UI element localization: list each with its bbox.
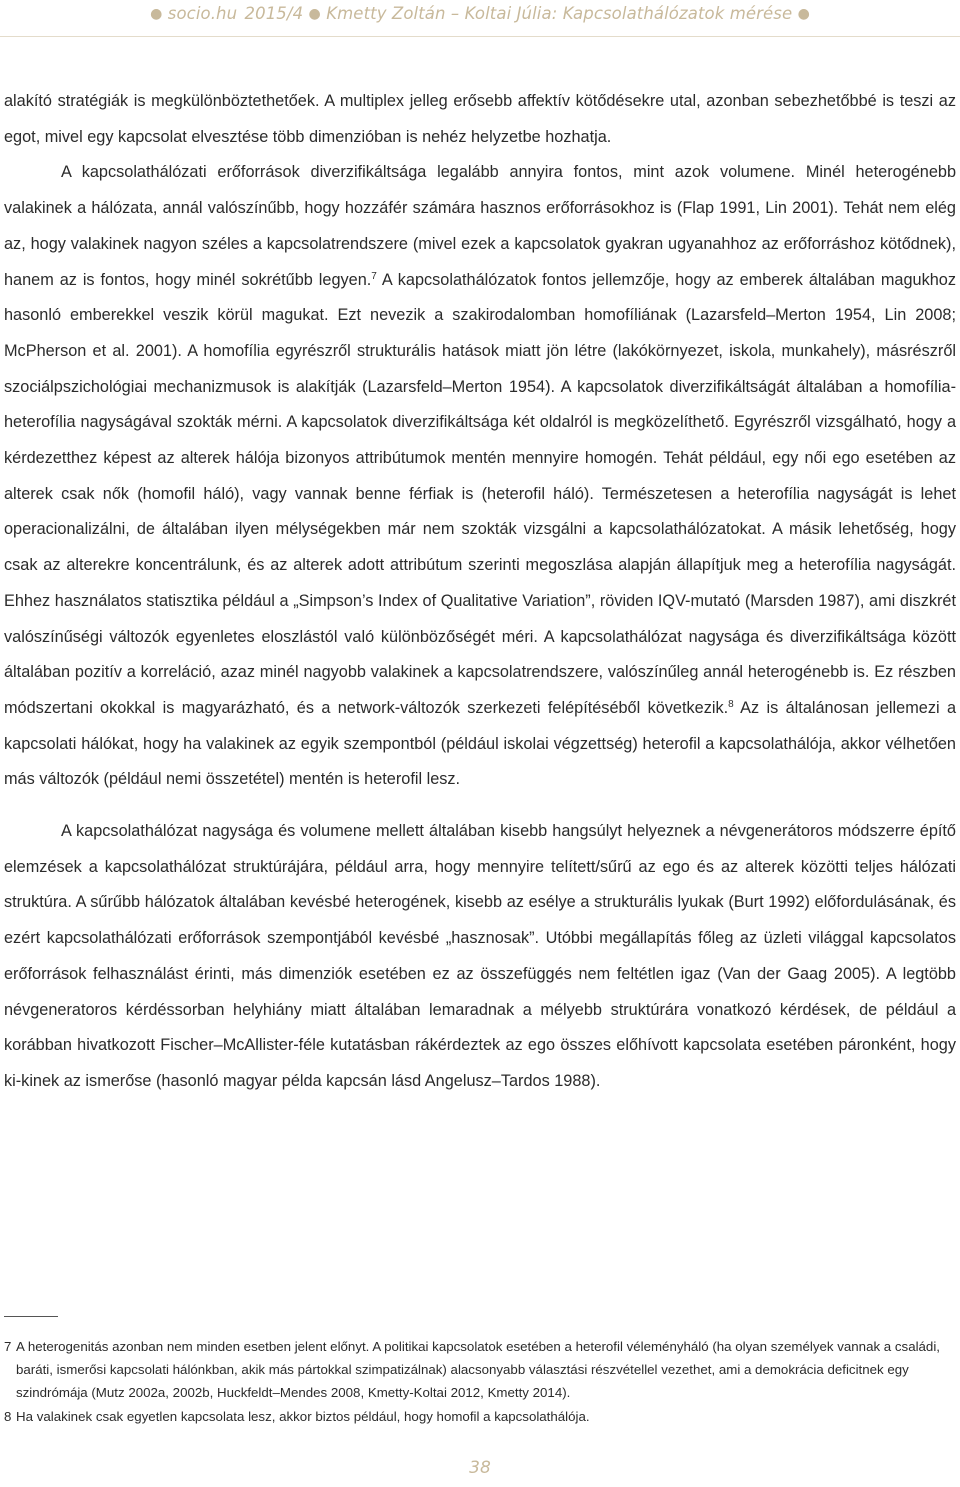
footnote-number: 7 <box>4 1339 12 1354</box>
footnote-text: A heterogenitás azonban nem minden esetben jelent előnyt. A politikai kapcsolatok esetében a heterofil véleményháló (ha olyan személyek vannak a családi, baráti, ismerősi kapcsolati hálónkban, akik más pártokkal szimpatizálnak) alacsonyabb választási részvétellel vezethet, ami a demokrácia deficitnek egy szindrómája (Mutz 2002a, 2002b, Huckfeldt–Mendes 2008, Kmetty-Koltai 2012, Kmetty 2014). <box>16 1339 940 1401</box>
bullet-icon: ● <box>308 6 321 22</box>
paragraph-2 <box>4 155 956 798</box>
header-article: Kmetty Zoltán – Koltai Júlia: Kapcsolathálózatok mérése <box>326 4 793 23</box>
footnote-number: 8 <box>4 1408 12 1424</box>
bullet-icon: ● <box>150 6 163 22</box>
header-divider <box>0 36 960 37</box>
footnote-ref-7[interactable]: 7 <box>371 270 377 282</box>
paragraph-1: alakító stratégiák is megkülönböztethetőek. A multiplex jelleg erősebb affektív kötődésekre utal, azonban sebezhetőbbé is teszi az egot, mivel egy kapcsolat elvesztése több dimenzióban is nehéz helyzetbe hozhatja. <box>4 92 956 146</box>
paragraph-2-part-b: A kapcsolathálózatok fontos jellemzője, hogy az emberek általában magukhoz hasonló emberekkel veszik körül magukat. Ezt nevezik a szakirodalomban homofíliának (Lazarsfeld–Merton 1954, Lin 2008; McPherson et al. 2001). A homofília egyrészről strukturális hatások miatt jön létre (lakókörnyezet, iskola, munkahely), másrészről szociálpszichológiai mechanizmusok is alakítják (Lazarsfeld–Merton 1954). A kapcsolatok diverzifikáltságát általában a homofília-heterofília nagyságával szokták mérni. A kapcsolatok diverzifikáltsága két oldalról is megközelíthető. Egyrészről vizsgálható, hogy a kérdezetthez képest az alterek hálója bizonyos attribútumok mentén mennyire homogén. Tehát például, egy női ego esetében az alterek csak nők (homofil háló), vagy vannak benne férfiak is (heterofil háló). Természetesen a heterofília nagyságát is lehet operacionalizálni, de általában ilyen mélységekben már nem szokták vizsgálni a kapcsolathálózatokat. A másik lehetőség, hogy csak az alterekre koncentrálunk, és az alterek adott attribútum szerinti megoszlása alapján állapítjuk meg a heterofília nagyságát. Ehhez használatos statisztika például a „Simpson’s Index of Qualitative Variation”, röviden IQV-mutató (Marsden 1987), ami diszkrét valószínűségi változók egyenletes eloszlástól való különbözőségét méri. A kapcsolathálózat nagysága és diverzifikáltsága között általában pozitív a korreláció, azaz minél nagyobb valakinek a kapcsolatrendszere, valószínűleg annál heterogénebb is. Ez részben módszertani okokkal is magyarázható, és a network-változók szerkezeti felépítéséből következik. <box>4 270 956 717</box>
footnote-ref-8[interactable]: 8 <box>728 698 734 710</box>
bullet-icon: ● <box>797 6 810 22</box>
header-site: socio.hu <box>167 4 238 23</box>
paragraph-3: A kapcsolathálózat nagysága és volumene mellett általában kisebb hangsúlyt helyeznek a névgenerátoros módszerre építő elemzések a kapcsolathálózat struktúrájára, például arra, hogy mennyire telített/sűrű az ego és az alterek közötti teljes hálózati struktúra. A sűrűbb hálózatok általában kevésbé heterogének, kisebb az esélye a strukturális lyukak (Burt 1992) előfordulásának, és ezért kapcsolathálózati erőforrások szempontjából kevésbé „hasznosak”. Utóbbi megállapítás főleg az üzleti világgal kapcsolatos erőforrások felhasználást érinti, más dimenziók esetében ez az összefüggés nem feltétlen igaz (Van der Gaag 2005). A legtöbb névgeneratoros kérdéssorban helyhiány miatt általában lemaradnak a mélyebb struktúrára vonatkozó kérdések, de például a korábban hivatkozott Fischer–McAllister-féle kutatásban rákérdeztek az ego összes előhívott kapcsolata esetében páronként, hogy ki-kinek az ismerőse (hasonló magyar példa kapcsán lásd Angelusz–Tardos 1988). <box>4 822 956 1090</box>
header-issue: 2015/4 <box>244 4 304 23</box>
paragraph-2-part-c: Az is általánosan jellemezi a kapcsolati hálókat, hogy ha valakinek az egyik szempontból (például iskolai végzettség) heterofil a kapcsolathálója, akkor vélhetően más változók (például nemi összetétel) mentén is heterofil lesz. <box>4 698 957 789</box>
paragraph-2-part-a: A kapcsolathálózati erőforrások diverzifikáltsága legalább annyira fontos, mint azok volumene. Minél heterogénebb valakinek a hálózata, annál valószínűbb, hogy hozzáfér számára hasznos erőforrásokhoz is (Flap 1991, Lin 2001). Tehát nem elég az, hogy valakinek nagyon széles a kapcsolatrendszere (mivel ezek a kapcsolatok gyakran ugyanahhoz az erőforráshoz kötődnek), hanem az is fontos, hogy minél sokrétűbb legyen. <box>4 163 956 289</box>
footnote-item <box>4 1335 954 1405</box>
footnotes <box>4 1335 954 1428</box>
footnote-divider <box>4 1316 58 1317</box>
footnote-text: Ha valakinek csak egyetlen kapcsolata lesz, akkor biztos például, hogy homofil a kapcsolathálója. <box>16 1408 590 1424</box>
page-number: 38 <box>469 1458 491 1478</box>
footnote-item <box>4 1405 954 1428</box>
running-header <box>0 4 960 23</box>
body-text <box>4 84 956 1100</box>
